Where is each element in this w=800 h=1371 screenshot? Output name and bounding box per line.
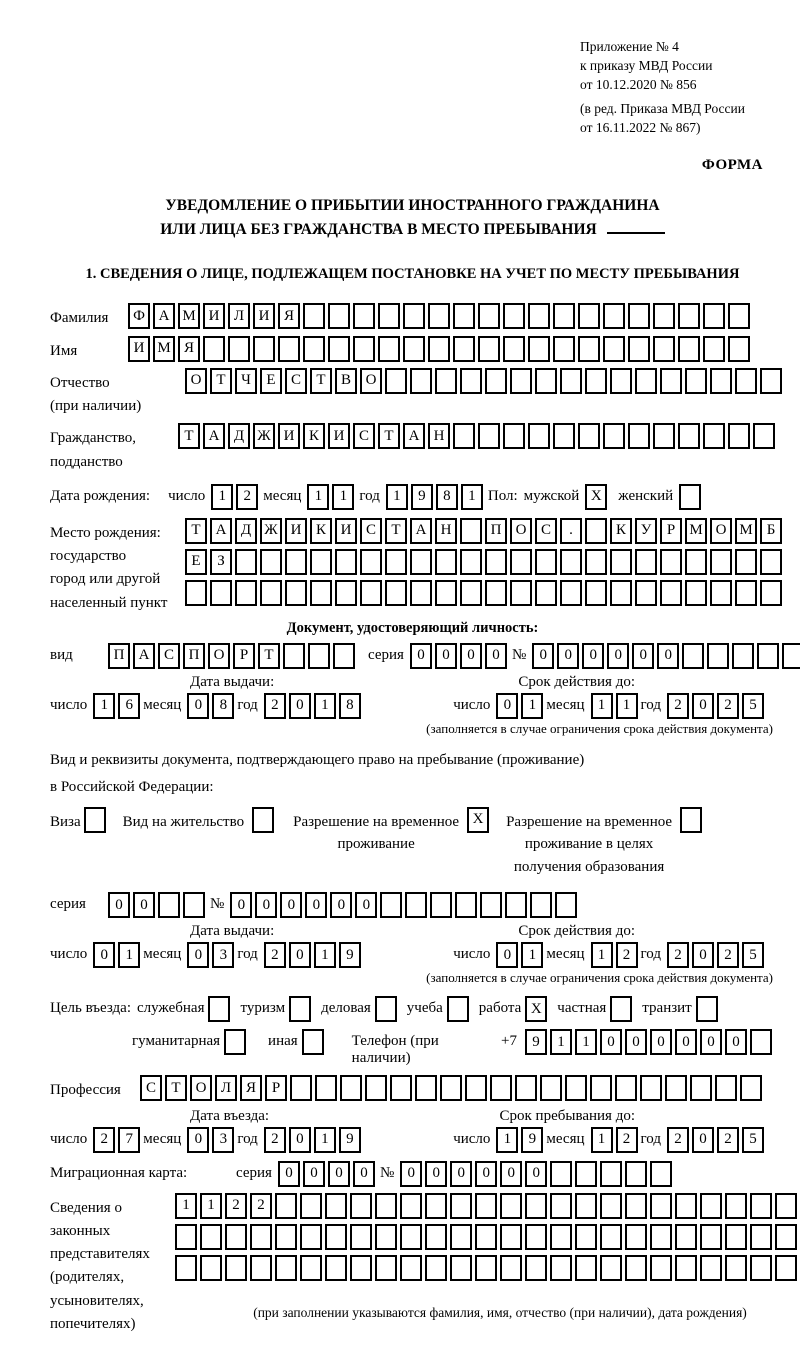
title-blank-line: [607, 220, 665, 234]
annex-line: к приказу МВД России: [580, 57, 713, 73]
residence-issue-year[interactable]: 2 0 1 9: [264, 942, 364, 968]
sex-male-label: мужской: [523, 487, 580, 504]
residence-limit-note: (заполняется в случае ограничения срока действия документа): [426, 970, 773, 986]
surname-label: Фамилия: [50, 310, 109, 327]
citizenship-label: Гражданство, подданство: [50, 430, 137, 470]
birth-day-boxes[interactable]: 1 2: [211, 484, 261, 510]
temp-residence-checkbox[interactable]: X: [467, 807, 492, 833]
surname-boxes[interactable]: Ф А М И Л И Я: [128, 303, 753, 329]
identity-issue-date: число 1 6 месяц 0 8 год 2 0 1 8: [50, 693, 364, 719]
doc-type-boxes[interactable]: П А С П О Р Т: [108, 643, 358, 669]
residence-issue-month[interactable]: 0 3: [187, 942, 237, 968]
valid-until-heading: Срок действия до:: [518, 673, 635, 690]
residence-series-boxes[interactable]: 0 0: [108, 892, 208, 918]
option-residence-permit: Вид на жительство: [123, 807, 277, 834]
representatives-label: Сведения о законных представителях (родителях, усыновителях, попечителях): [50, 1199, 150, 1332]
entry-month[interactable]: 0 3: [187, 1127, 237, 1153]
stay-year[interactable]: 2 0 2 5: [667, 1127, 767, 1153]
representatives-row3-boxes[interactable]: [175, 1255, 800, 1281]
patronymic-label: Отчество (при наличии): [50, 374, 142, 415]
purpose-business-checkbox[interactable]: [375, 996, 400, 1022]
representatives-row2-boxes[interactable]: [175, 1224, 800, 1250]
name-label: Имя: [50, 342, 78, 359]
identity-valid-day[interactable]: 0 1: [496, 693, 546, 719]
forma-label: ФОРМА: [701, 157, 763, 174]
entry-date-heading: Дата въезда:: [190, 1107, 270, 1124]
identity-valid-date: число 0 1 месяц 1 1 год 2 0 2 5: [453, 693, 767, 719]
migration-number-label: №: [379, 1164, 395, 1181]
stay-month[interactable]: 1 2: [591, 1127, 641, 1153]
residence-valid-date: число 0 1 месяц 1 2 год 2 0 2 5: [453, 942, 767, 968]
migration-series-boxes[interactable]: 0 0 0 0: [278, 1161, 378, 1187]
entry-day[interactable]: 2 7: [93, 1127, 143, 1153]
identity-limit-note: (заполняется в случае ограничения срока действия документа): [426, 720, 773, 736]
citizenship-boxes[interactable]: Т А Д Ж И К И С Т А Н: [178, 423, 778, 449]
annex-block: [580, 38, 775, 137]
purpose-study-checkbox[interactable]: [447, 996, 472, 1022]
identity-issue-day[interactable]: 1 6: [93, 693, 143, 719]
purpose-other-checkbox[interactable]: [302, 1029, 327, 1055]
purpose-official-checkbox[interactable]: [208, 996, 233, 1022]
purpose-private: частная: [557, 996, 635, 1022]
year-label: год: [359, 487, 380, 504]
birthplace-row: [50, 518, 775, 615]
stay-day[interactable]: 1 9: [496, 1127, 546, 1153]
identity-issue-year[interactable]: 2 0 1 8: [264, 693, 364, 719]
purpose-study: учеба: [407, 996, 472, 1022]
visa-checkbox[interactable]: [84, 807, 109, 833]
residence-valid-year[interactable]: 2 0 2 5: [667, 942, 767, 968]
purpose-other: иная: [268, 1029, 327, 1055]
residence-issue-date: число 0 1 месяц 0 3 год 2 0 1 9: [50, 942, 364, 968]
name-boxes[interactable]: И М Я: [128, 336, 753, 362]
phone-label: Телефон (при наличии): [351, 1033, 439, 1067]
profession-row: [50, 1075, 775, 1102]
purpose-work-checkbox[interactable]: X: [525, 996, 550, 1022]
representatives-boxes: [175, 1193, 800, 1321]
residence-doc-series-row: [50, 892, 775, 918]
phone-boxes[interactable]: 9 1 1 0 0 0 0 0 0: [525, 1029, 775, 1055]
option-temp-residence: Разрешение на временное проживание X: [293, 807, 492, 856]
entry-date-headings: [50, 1108, 775, 1125]
day-label: число: [168, 487, 206, 504]
birthdate-row: [50, 484, 775, 510]
residence-issue-day[interactable]: 0 1: [93, 942, 143, 968]
form-title-line2: ИЛИ ЛИЦА БЕЗ ГРАЖДАНСТВА В МЕСТО ПРЕБЫВАНИЯ: [50, 218, 775, 242]
option-visa: Виза: [50, 807, 109, 834]
birthplace-row2-boxes[interactable]: Е З: [185, 549, 785, 575]
purpose-private-checkbox[interactable]: [610, 996, 635, 1022]
residence-doc-dates: [50, 942, 775, 968]
annex-line: Приложение № 4: [580, 39, 679, 54]
purpose-humanitarian-checkbox[interactable]: [224, 1029, 249, 1055]
temp-residence-edu-checkbox[interactable]: [680, 807, 705, 833]
purpose-official: служебная: [137, 996, 234, 1022]
representatives-note: (при заполнении указываются фамилия, имя, отчество (при наличии), дата рождения): [253, 1304, 747, 1320]
birthplace-row1-boxes[interactable]: Т А Д Ж И К И С Т А Н П О С . К У Р М О М Б: [185, 518, 785, 544]
entry-dates: [50, 1127, 775, 1153]
representatives-row: [50, 1193, 775, 1337]
citizenship-row: [50, 423, 775, 474]
patronymic-row: [50, 368, 775, 419]
birthplace-label: Место рождения: государство город или другой населенный пункт: [50, 524, 168, 611]
sex-female-label: женский: [618, 487, 674, 504]
option-temp-residence-edu: Разрешение на временное проживание в целях получения образования: [506, 807, 705, 879]
stay-date: число 1 9 месяц 1 2 год 2 0 2 5: [453, 1127, 767, 1153]
profession-boxes[interactable]: С Т О Л Я Р: [140, 1075, 765, 1101]
surname-row: [50, 303, 775, 330]
doc-number-boxes[interactable]: 0 0 0 0 0 0: [532, 643, 800, 669]
purpose-business: деловая: [321, 996, 400, 1022]
purpose-tourism-checkbox[interactable]: [289, 996, 314, 1022]
purpose-label: Цель въезда:: [50, 1000, 131, 1017]
doc-number-label: №: [511, 646, 527, 663]
issue-date-heading: Дата выдачи:: [190, 673, 275, 690]
month-label: месяц: [263, 487, 302, 504]
sex-label: Пол:: [487, 487, 518, 504]
purpose-work: работа X: [479, 996, 551, 1022]
residence-number-label: №: [210, 896, 225, 913]
phone-prefix: +7: [501, 1033, 517, 1050]
annex-line: от 10.12.2020 № 856: [580, 76, 697, 92]
purpose-row: [50, 996, 775, 1022]
patronymic-boxes[interactable]: О Т Ч Е С Т В О: [185, 368, 785, 394]
birthdate-label: Дата рождения:: [50, 487, 151, 504]
purpose-humanitarian: гуманитарная: [132, 1029, 249, 1055]
residence-doc-options: [50, 807, 775, 879]
residence-doc-date-headings: [50, 923, 775, 940]
identity-valid-year[interactable]: 2 0 2 5: [667, 693, 767, 719]
entry-year[interactable]: 2 0 1 9: [264, 1127, 364, 1153]
doc-type-label: вид: [50, 646, 73, 663]
identity-doc-date-headings: [50, 674, 775, 691]
doc-series-boxes[interactable]: 0 0 0 0: [410, 643, 510, 669]
migration-card-label: Миграционная карта:: [50, 1164, 188, 1181]
migration-card-row: [50, 1161, 775, 1187]
issue-date-heading: Дата выдачи:: [190, 923, 275, 940]
annex-edit-line: от 16.11.2022 № 867): [580, 119, 701, 135]
identity-doc-heading: Документ, удостоверяющий личность:: [286, 619, 539, 636]
valid-until-heading: Срок действия до:: [518, 923, 635, 940]
entry-date: число 2 7 месяц 0 3 год 2 0 1 9: [50, 1127, 364, 1153]
residence-number-boxes[interactable]: 0 0 0 0 0 0: [230, 892, 580, 918]
identity-doc-dates: [50, 693, 775, 719]
residence-doc-intro: Вид и реквизиты документа, подтверждающего право на пребывание (проживание) в Российской Федерации:: [50, 751, 585, 795]
purpose-tourism: туризм: [240, 996, 314, 1022]
purpose-transit-checkbox[interactable]: [696, 996, 721, 1022]
profession-label: Профессия: [50, 1082, 121, 1099]
name-row: [50, 336, 775, 363]
migration-series-label: серия: [236, 1164, 272, 1181]
residence-permit-checkbox[interactable]: [252, 807, 277, 833]
form-title-line1: УВЕДОМЛЕНИЕ О ПРИБЫТИИ ИНОСТРАННОГО ГРАЖДАНИНА: [165, 197, 660, 215]
birthplace-boxes: [185, 518, 785, 611]
sex-female-checkbox[interactable]: [679, 484, 704, 510]
sex-male-checkbox[interactable]: X: [585, 484, 610, 510]
annex-edit-line: (в ред. Приказа МВД России: [580, 100, 745, 116]
representatives-row1-boxes[interactable]: 1 1 2 2: [175, 1193, 800, 1219]
birthplace-row3-boxes[interactable]: [185, 580, 785, 606]
residence-valid-day[interactable]: 0 1: [496, 942, 546, 968]
purpose-transit: транзит: [642, 996, 720, 1022]
identity-valid-month[interactable]: 1 1: [591, 693, 641, 719]
doc-series-label: серия: [368, 646, 404, 663]
birth-year-boxes[interactable]: 1 9 8 1: [386, 484, 486, 510]
purpose-row2: [132, 1029, 775, 1067]
stay-until-heading: Срок пребывания до:: [499, 1107, 635, 1124]
birth-month-boxes[interactable]: 1 1: [307, 484, 357, 510]
identity-issue-month[interactable]: 0 8: [187, 693, 237, 719]
residence-series-label: серия: [50, 896, 86, 913]
form-title: [50, 194, 775, 242]
migration-number-boxes[interactable]: 0 0 0 0 0 0: [400, 1161, 675, 1187]
section1-heading: 1. СВЕДЕНИЯ О ЛИЦЕ, ПОДЛЕЖАЩЕМ ПОСТАНОВКЕ НА УЧЕТ ПО МЕСТУ ПРЕБЫВАНИЯ: [85, 266, 740, 283]
identity-doc-row: [50, 643, 775, 669]
residence-valid-month[interactable]: 1 2: [591, 942, 641, 968]
